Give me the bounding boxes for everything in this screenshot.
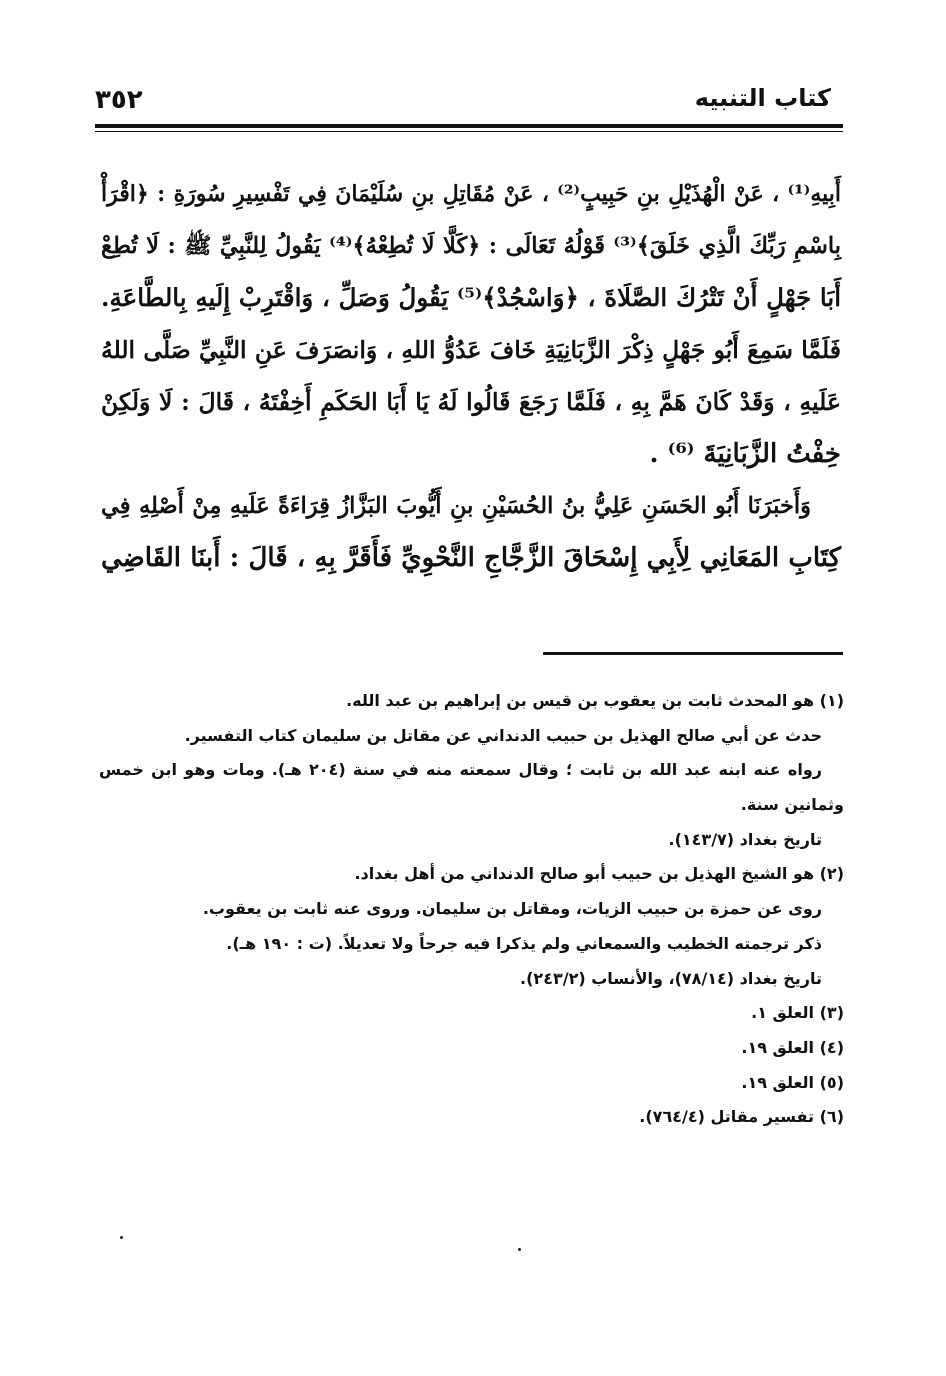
text-line: كِتَابِ المَعَانِي لِأَبِي إِسْحَاقَ الزَّجَّاجِ النَّحْوِيِّ فَأَقَرَّ بِهِ ، قَالَ : أَبنَا القَاضِي [101, 543, 841, 573]
page-number: ٣٥٢ [95, 85, 143, 115]
main-text [101, 168, 841, 584]
text-line: أَبِيهِ⁽¹⁾ ، عَنْ الْهُذَيْلِ بنِ حَبِيبٍ⁽²⁾ ، عَنْ مُقَاتِلِ بنِ سُلَيْمَانَ فِي تَفْسِيرِ سُورَةِ : ﴿اقْرَأْ [101, 181, 841, 207]
footnote-line: تاريخ بغداد (٧٨/١٤)، والأنساب (٢٤٣/٢). [520, 968, 822, 988]
footnote-line: (٣) العلق ١. [751, 1003, 844, 1023]
footnote-line: (٦) تفسير مقاتل (٧٦٤/٤). [639, 1107, 844, 1127]
text-line: فَلَمَّا سَمِعَ أَبُو جَهْلٍ ذِكْرَ الزَّبَانِيَةِ خَافَ عَدُوُّ اللهِ ، وَانصَرَفَ عَنِ النَّبِيِّ صَلَّى اللهُ [101, 336, 841, 364]
print-speck [518, 1248, 521, 1251]
running-title: كتاب التنبيه [694, 84, 831, 112]
text-line: أَبَا جَهْلٍ أَنْ تَتْرُكَ الصَّلَاةَ ، ﴿وَاسْجُدْ﴾⁽⁵⁾ يَقُولُ وَصَلِّ ، وَاقْتَرِبْ إِلَيهِ بِالطَّاعَةِ. [101, 283, 842, 312]
footnote-line: تاريخ بغداد (١٤٣/٧). [668, 829, 822, 849]
footnote-line: (٢) هو الشيخ الهذيل بن حبيب أبو صالح الدنداني من أهل بغداد. [354, 864, 844, 884]
header-rule-thin [95, 131, 843, 132]
text-line: خِفْتُ الزَّبَانِيَةَ ⁽⁶⁾ . [649, 439, 841, 469]
footnotes [99, 684, 844, 1135]
text-line: عَلَيهِ ، وَقَدْ كَانَ هَمَّ بِهِ ، فَلَمَّا رَجَعَ قَالُوا لَهُ يَا أَبَا الحَكَمِ أَخِفْتَهُ ، قَالَ : لَا وَلَكِنْ [101, 388, 841, 416]
footnote-separator [543, 652, 843, 655]
footnote-line: (٥) العلق ١٩. [741, 1072, 844, 1092]
footnote-line: رواه عنه ابنه عبد الله بن ثابت ؛ وقال سمعته منه في سنة (٢٠٤ هـ). ومات وهو ابن خمس [99, 760, 822, 780]
header-rule-thick [95, 124, 843, 128]
text-line: بِاسْمِ رَبِّكَ الَّذِي خَلَقَ﴾⁽³⁾ قَوْلُهُ تَعَالَى : ﴿كَلَّا لَا تُطِعْهُ﴾⁽⁴⁾ يَقُولُ لِلنَّبِيِّ ﷺ : لَا تُطِعْ [101, 233, 842, 259]
footnote-line: (٤) العلق ١٩. [741, 1037, 844, 1057]
footnote-line: وثمانين سنة. [740, 795, 844, 815]
footnote-line: (١) هو المحدث ثابت بن يعقوب بن قيس بن إبراهيم بن عبد الله. [346, 691, 844, 710]
footnote-line: حدث عن أبي صالح الهذيل بن حبيب الدنداني عن مقاتل بن سليمان كتاب التفسير. [184, 725, 822, 745]
print-speck [120, 1236, 123, 1239]
footnote-line: ذكر ترجمته الخطيب والسمعاني ولم يذكرا فيه جرحاً ولا تعديلاً. (ت : ١٩٠ هـ). [226, 933, 822, 953]
footnote-line: روى عن حمزة بن حبيب الزيات، ومقاتل بن سليمان. وروى عنه ثابت بن يعقوب. [202, 899, 822, 919]
text-line: وَأَخبَرَنَا أَبُو الحَسَنِ عَلِيُّ بنُ الحُسَيْنِ بنِ أَيُّوبَ البَزَّازُ قِرَاءَةً عَلَيهِ مِنْ أَصْلِهِ فِي [101, 493, 811, 519]
